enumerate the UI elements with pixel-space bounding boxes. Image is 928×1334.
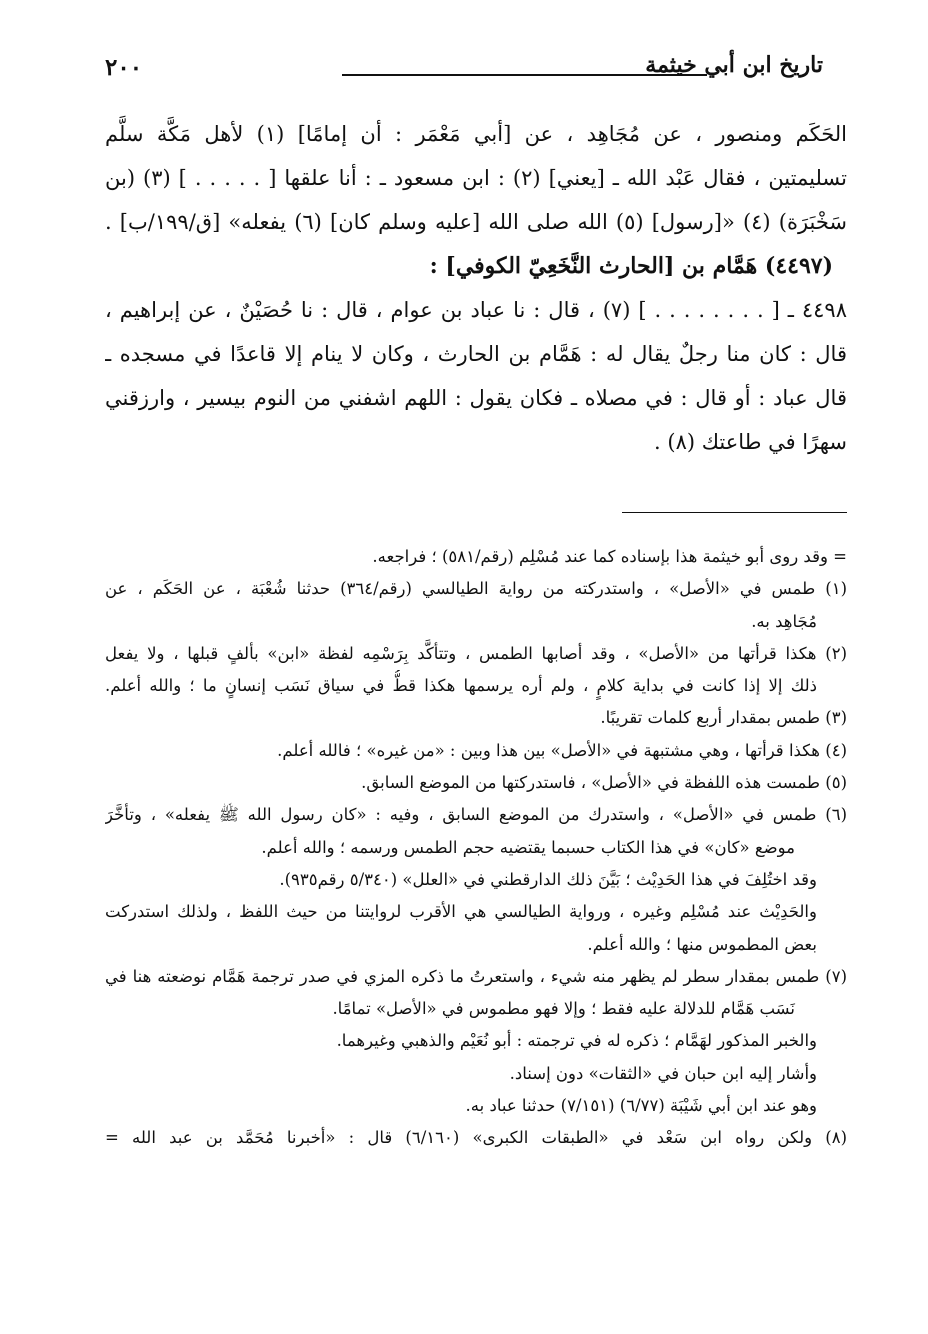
- footnote-line: وأشار إليه ابن حبان في «الثقات» دون إسناد.: [509, 1063, 817, 1083]
- entry-heading: (٤٤٩٧) هَمَّام بن [الحارث النَّخَعِيّ الكوفي] :: [429, 253, 833, 279]
- hadith-line: ٤٤٩٨ ـ [ . . . . . . . . ] (٧) ، قال : نا عباد بن عوام ، قال : نا حُصَيْنٌ ، عن إبراهيم ،: [105, 298, 847, 322]
- text-line: الحَكَم ومنصور ، عن مُجَاهِد ، عن [أبي مَعْمَر : أن إمامًا] (١) لأهل مَكَّة سلَّم: [105, 122, 847, 146]
- footnote-line: (٢) هكذا قرأتها من «الأصل» ، وقد أصابها الطمس ، وتتأكَّد بِرَسْمِه لفظة «ابن» بألفٍ قبلها ، ولا يفعل: [105, 643, 847, 663]
- text-line: سَخْبَرَة) (٤) «[رسول] (٥) الله صلى الله [عليه وسلم كان] (٦) يفعله» [ق/١٩٩/ب] .: [105, 210, 847, 234]
- hadith-line: قال : كان منا رجلٌ يقال له : هَمَّام بن الحارث ، وكان لا ينام إلا قاعدًا في مسجده ـ: [105, 342, 847, 366]
- footnote-line: والخبر المذكور لهَمَّام ؛ ذكره له في ترجمته : أبو نُعَيْم والذهبي وغيرهما.: [336, 1031, 817, 1051]
- footnote-line: موضع «كان» في هذا الكتاب حسبما يقتضيه حجم الطمس ورسمه ؛ والله أعلم.: [261, 837, 795, 857]
- footnote-line: وقد اختُلِفَ في هذا الحَدِيْث ؛ بَيَّنَ ذلك الدارقطني في «العلل» (٥/٣٤٠ رقم٩٣٥).: [279, 869, 817, 889]
- main-text: [105, 112, 847, 464]
- footnote-line: وهو عند ابن أبي شَيْبَة (٦/٧٧) (٧/١٥١) حدثنا عباد به.: [465, 1096, 817, 1116]
- footnote-line: مُجَاهِد به.: [751, 611, 817, 631]
- footnote-line: والحَدِيْث عند مُسْلِم وغيره ، ورواية الطيالسي هي الأقرب لروايتنا من حيث اللفظ ، ولذلك استدركت: [105, 902, 817, 922]
- footnote-line: (٧) طمس بمقدار سطر لم يظهر منه شيء ، واستعرتُ ما ذكره المزي في صدر ترجمة هَمَّام نوضعته هنا في: [105, 966, 847, 986]
- hadith-line: قال عباد : أو قال : في مصلاه ـ فكان يقول : اللهم اشفني من النوم بيسير ، وارزقني: [105, 386, 847, 410]
- footnote-line: (٨) ولكن رواه ابن سَعْد في «الطبقات الكبرى» (٦/١٦٠) قال : «أخبرنا مُحَمَّد بن عبد الله =: [105, 1128, 847, 1148]
- footnote-line: (١) طمس في «الأصل» ، واستدركته من رواية الطيالسي (رقم/٣٦٤) حدثنا شُعْبَة ، عن الحَكَم ، عن: [105, 579, 847, 599]
- footnote-line: بعض المطموس منها ؛ والله أعلم.: [587, 934, 817, 954]
- page-number: ٢٠٠: [105, 54, 143, 81]
- hadith-line: سهرًا في طاعتك (٨) .: [654, 430, 847, 454]
- text-line: تسليمتين ، فقال عَبْد الله ـ [يعني] (٢) : ابن مسعود ـ : أنا علقها [ . . . . . ] (٣) (بن: [105, 166, 847, 190]
- footnote-line: ذلك إلا إذا كانت في بداية كلامٍ ، ولم أره يرسمها هكذا قطُّ في سياق نَسَب إنسانٍ ما ؛ والله أعلم.: [105, 676, 817, 696]
- footnote-line: (٣) طمس بمقدار أربع كلمات تقريبًا.: [600, 708, 847, 728]
- footnotes: [105, 541, 847, 1155]
- page-header: [95, 52, 833, 92]
- footnote-separator: [622, 512, 847, 513]
- footnote-line: (٤) هكذا قرأتها ، وهي مشتبهة في «الأصل» بين هذا وبين : «من غيره» ؛ فالله أعلم.: [277, 740, 847, 760]
- footnote-line: نَسَب هَمَّام للدلالة عليه فقط ؛ وإلا فهو مطموس في «الأصل» تمامًا.: [332, 999, 795, 1019]
- book-title: تاريخ ابن أبي خيثمة: [645, 52, 823, 78]
- footnote-line: (٥) طمست هذه اللفظة في «الأصل» ، فاستدركتها من الموضع السابق.: [361, 773, 847, 793]
- footnote-line: (٦) طمس في «الأصل» ، واستدرك من الموضع السابق ، وفيه : «كان رسول الله ﷺ يفعله» ، وتأخَّرَ: [105, 805, 847, 825]
- footnote-line: = وقد روى أبو خيثمة هذا بإسناده كما عند مُسْلِم (رقم/٥٨١) ؛ فراجعه.: [372, 547, 847, 566]
